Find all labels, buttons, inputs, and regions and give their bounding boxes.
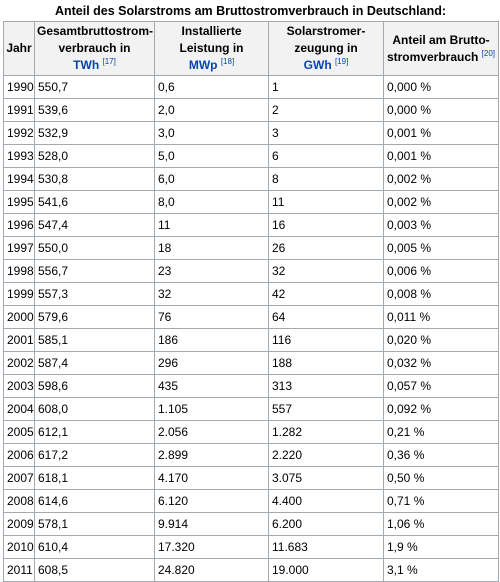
table-row — [4, 329, 499, 352]
cell-generation: 2 — [269, 99, 384, 122]
cell-consumption: 598,6 — [35, 375, 155, 398]
cell-capacity: 23 — [155, 260, 269, 283]
cell-capacity: 18 — [155, 237, 269, 260]
cell-capacity: 11 — [155, 214, 269, 237]
cell-consumption: 585,1 — [35, 329, 155, 352]
cell-year: 2011 — [4, 559, 35, 582]
cell-capacity: 0,6 — [155, 76, 269, 99]
cell-year: 1993 — [4, 145, 35, 168]
header-share-line1: Anteil am Brutto- — [392, 32, 490, 47]
cell-share: 0,092 % — [384, 398, 499, 421]
header-capacity — [155, 22, 269, 76]
cell-share: 0,001 % — [384, 145, 499, 168]
cell-consumption: 608,0 — [35, 398, 155, 421]
cell-share: 1,06 % — [384, 513, 499, 536]
cell-year: 1991 — [4, 99, 35, 122]
table-row — [4, 237, 499, 260]
header-generation-line1: Solarstromer- — [286, 24, 366, 38]
cell-share: 0,36 % — [384, 444, 499, 467]
cell-capacity: 4.170 — [155, 467, 269, 490]
cell-capacity: 24.820 — [155, 559, 269, 582]
cell-share: 0,008 % — [384, 283, 499, 306]
cell-year: 1998 — [4, 260, 35, 283]
cell-generation: 64 — [269, 306, 384, 329]
cell-year: 2002 — [4, 352, 35, 375]
table-row — [4, 283, 499, 306]
link-mwp[interactable]: MWp — [188, 58, 218, 72]
cell-share: 0,50 % — [384, 467, 499, 490]
cell-generation: 2.220 — [269, 444, 384, 467]
table-body — [4, 76, 499, 582]
cell-year: 2010 — [4, 536, 35, 559]
cell-year: 2001 — [4, 329, 35, 352]
cell-consumption: 608,5 — [35, 559, 155, 582]
table-row — [4, 99, 499, 122]
cell-share: 0,71 % — [384, 490, 499, 513]
cell-share: 1,9 % — [384, 536, 499, 559]
cell-share: 0,000 % — [384, 99, 499, 122]
cell-year: 2008 — [4, 490, 35, 513]
cell-year: 1997 — [4, 237, 35, 260]
cell-year: 2005 — [4, 421, 35, 444]
header-capacity-line1: Installierte — [181, 24, 242, 38]
cell-capacity: 186 — [155, 329, 269, 352]
cell-generation: 116 — [269, 329, 384, 352]
cell-generation: 6 — [269, 145, 384, 168]
solar-share-table — [3, 21, 499, 582]
cell-generation: 11.683 — [269, 536, 384, 559]
cell-generation: 42 — [269, 283, 384, 306]
cell-capacity: 435 — [155, 375, 269, 398]
cell-generation: 1 — [269, 76, 384, 99]
cell-year: 2009 — [4, 513, 35, 536]
header-row — [4, 22, 499, 76]
table-row — [4, 168, 499, 191]
cell-generation: 11 — [269, 191, 384, 214]
table-caption: Anteil des Solarstroms am Bruttostromverbrauch in Deutschland: — [54, 4, 447, 18]
cell-capacity: 6.120 — [155, 490, 269, 513]
cell-capacity: 9.914 — [155, 513, 269, 536]
cell-year: 1995 — [4, 191, 35, 214]
cell-consumption: 587,4 — [35, 352, 155, 375]
cell-generation: 6.200 — [269, 513, 384, 536]
ref-17-link[interactable]: [17] — [102, 57, 116, 66]
cell-capacity: 5,0 — [155, 145, 269, 168]
cell-generation: 32 — [269, 260, 384, 283]
header-share-line2: stromverbrauch — [386, 49, 482, 64]
cell-capacity: 2,0 — [155, 99, 269, 122]
cell-share: 0,001 % — [384, 122, 499, 145]
cell-year: 1996 — [4, 214, 35, 237]
cell-share: 0,002 % — [384, 168, 499, 191]
cell-generation: 8 — [269, 168, 384, 191]
cell-share: 0,002 % — [384, 191, 499, 214]
table-row — [4, 214, 499, 237]
header-consumption-line2: verbrauch in — [58, 41, 131, 55]
cell-year: 2007 — [4, 467, 35, 490]
cell-consumption: 547,4 — [35, 214, 155, 237]
cell-capacity: 6,0 — [155, 168, 269, 191]
cell-year: 2000 — [4, 306, 35, 329]
table-row — [4, 352, 499, 375]
cell-capacity: 2.899 — [155, 444, 269, 467]
cell-share: 0,21 % — [384, 421, 499, 444]
cell-share: 0,020 % — [384, 329, 499, 352]
table-row — [4, 375, 499, 398]
cell-consumption: 579,6 — [35, 306, 155, 329]
header-share — [384, 22, 499, 76]
table-row — [4, 260, 499, 283]
cell-consumption: 541,6 — [35, 191, 155, 214]
table-row — [4, 76, 499, 99]
cell-year: 2006 — [4, 444, 35, 467]
cell-consumption: 539,6 — [35, 99, 155, 122]
cell-generation: 4.400 — [269, 490, 384, 513]
cell-generation: 1.282 — [269, 421, 384, 444]
cell-generation: 188 — [269, 352, 384, 375]
table-row — [4, 398, 499, 421]
cell-generation: 16 — [269, 214, 384, 237]
ref-18-link[interactable]: [18] — [220, 57, 235, 66]
cell-share: 3,1 % — [384, 559, 499, 582]
cell-consumption: 530,8 — [35, 168, 155, 191]
table-row — [4, 513, 499, 536]
cell-year: 1994 — [4, 168, 35, 191]
cell-capacity: 1.105 — [155, 398, 269, 421]
ref-19-link[interactable]: [19] — [335, 57, 349, 66]
cell-capacity: 296 — [155, 352, 269, 375]
cell-consumption: 557,3 — [35, 283, 155, 306]
table-row — [4, 122, 499, 145]
cell-capacity: 32 — [155, 283, 269, 306]
header-year: Jahr — [4, 22, 35, 76]
cell-consumption: 612,1 — [35, 421, 155, 444]
cell-year: 1990 — [4, 76, 35, 99]
header-consumption-line1: Gesamtbruttostrom- — [37, 24, 154, 38]
table-row — [4, 191, 499, 214]
cell-consumption: 556,7 — [35, 260, 155, 283]
cell-share: 0,006 % — [384, 260, 499, 283]
link-twh[interactable]: TWh — [73, 58, 100, 72]
cell-share: 0,057 % — [384, 375, 499, 398]
cell-share: 0,003 % — [384, 214, 499, 237]
cell-consumption: 610,4 — [35, 536, 155, 559]
header-capacity-line2: Leistung in — [179, 41, 244, 55]
table-row — [4, 444, 499, 467]
cell-consumption: 528,0 — [35, 145, 155, 168]
cell-generation: 26 — [269, 237, 384, 260]
header-generation — [269, 22, 384, 76]
cell-share: 0,000 % — [384, 76, 499, 99]
table-row — [4, 467, 499, 490]
cell-share: 0,011 % — [384, 306, 499, 329]
cell-capacity: 76 — [155, 306, 269, 329]
header-generation-line2: zeugung in — [294, 41, 358, 55]
cell-generation: 3 — [269, 122, 384, 145]
cell-capacity: 3,0 — [155, 122, 269, 145]
cell-generation: 557 — [269, 398, 384, 421]
table-row — [4, 559, 499, 582]
table-row — [4, 145, 499, 168]
cell-consumption: 550,7 — [35, 76, 155, 99]
cell-capacity: 8,0 — [155, 191, 269, 214]
cell-generation: 3.075 — [269, 467, 384, 490]
table-row — [4, 536, 499, 559]
cell-year: 1992 — [4, 122, 35, 145]
cell-consumption: 617,2 — [35, 444, 155, 467]
cell-capacity: 2.056 — [155, 421, 269, 444]
cell-consumption: 532,9 — [35, 122, 155, 145]
table-row — [4, 490, 499, 513]
cell-consumption: 618,1 — [35, 467, 155, 490]
cell-generation: 19.000 — [269, 559, 384, 582]
cell-share: 0,032 % — [384, 352, 499, 375]
cell-year: 2004 — [4, 398, 35, 421]
table-row — [4, 306, 499, 329]
ref-20-link[interactable]: [20] — [481, 48, 496, 58]
cell-consumption: 550,0 — [35, 237, 155, 260]
link-gwh[interactable]: GWh — [303, 58, 332, 72]
cell-year: 2003 — [4, 375, 35, 398]
table-row — [4, 421, 499, 444]
cell-consumption: 578,1 — [35, 513, 155, 536]
header-consumption — [35, 22, 155, 76]
cell-year: 1999 — [4, 283, 35, 306]
cell-capacity: 17.320 — [155, 536, 269, 559]
cell-share: 0,005 % — [384, 237, 499, 260]
cell-consumption: 614,6 — [35, 490, 155, 513]
cell-generation: 313 — [269, 375, 384, 398]
